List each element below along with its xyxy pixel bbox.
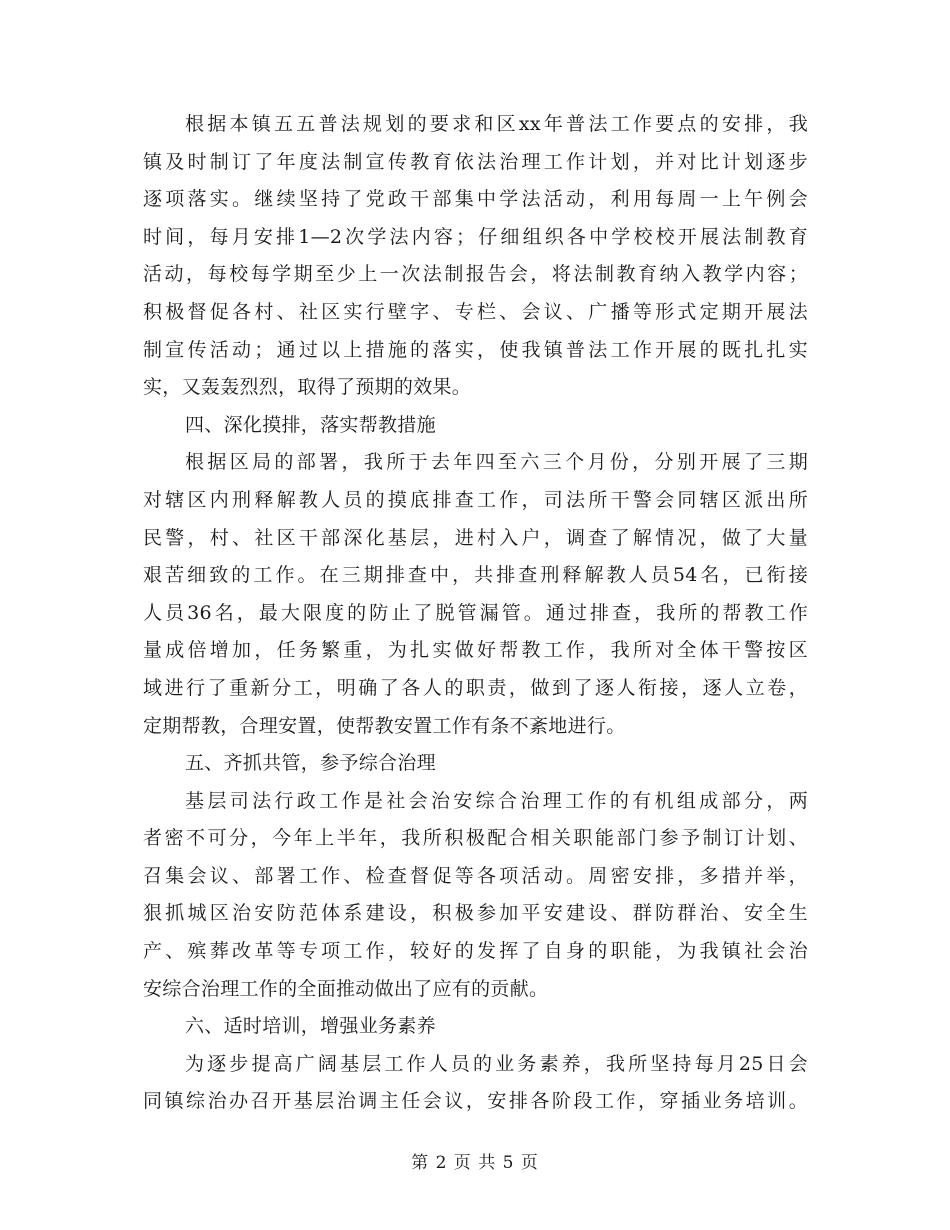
paragraph-line: 狠抓城区治安防范体系建设，积极参加平安建设、群防群治、安全生: [143, 902, 808, 925]
paragraph-line: 域进行了重新分工，明确了各人的职责，做到了逐人衔接，逐人立卷，: [143, 676, 808, 699]
paragraph-line: 活动，每校每学期至少上一次法制报告会，将法制教育纳入教学内容；: [143, 263, 808, 286]
paragraph-line: 根据区局的部署，我所于去年四至六三个月份，分别开展了三期: [185, 451, 808, 474]
paragraph-line: 制宣传活动；通过以上措施的落实，使我镇普法工作开展的既扎扎实: [143, 338, 808, 361]
paragraph-line: 为逐步提高广阔基层工作人员的业务素养，我所坚持每月25日会: [185, 1052, 808, 1075]
paragraph-line: 艰苦细致的工作。在三期排查中，共排查刑释解教人员54名，已衔接: [143, 564, 808, 587]
paragraph-line: 实，又轰轰烈烈，取得了预期的效果。: [143, 376, 472, 399]
paragraph-line: 人员36名，最大限度的防止了脱管漏管。通过排查，我所的帮教工作: [143, 601, 808, 624]
paragraph-line: 时间，每月安排1—2次学法内容；仔细组织各中学校校开展法制教育: [143, 225, 808, 248]
paragraph-line: 定期帮教，合理安置，使帮教安置工作有条不紊地进行。: [143, 714, 626, 737]
paragraph-line: 召集会议、部署工作、检查督促等各项活动。周密安排，多措并举，: [143, 864, 808, 887]
paragraph-line: 量成倍增加，任务繁重，为扎实做好帮教工作，我所对全体干警按区: [143, 639, 808, 662]
paragraph-line: 基层司法行政工作是社会治安综合治理工作的有机组成部分，两: [185, 789, 808, 812]
paragraph-line: 民警，村、社区干部深化基层，进村入户，调查了解情况，做了大量: [143, 526, 808, 549]
page-footer: 第 2 页 共 5 页: [411, 1153, 539, 1173]
paragraph-line: 同镇综治办召开基层治调主任会议，安排各阶段工作，穿插业务培训。: [143, 1090, 808, 1113]
paragraph-line: 安综合治理工作的全面推动做出了应有的贡献。: [143, 977, 549, 1000]
document-body: [143, 106, 808, 1121]
paragraph-line: 产、殡葬改革等专项工作，较好的发挥了自身的职能，为我镇社会治: [143, 940, 808, 963]
paragraph-line: 镇及时制订了年度法制宣传教育依法治理工作计划，并对比计划逐步: [143, 150, 808, 173]
paragraph-line: 根据本镇五五普法规划的要求和区xx年普法工作要点的安排，我: [185, 113, 808, 135]
paragraph-line: 者密不可分，今年上半年，我所积极配合相关职能部门参予制订计划、: [143, 827, 808, 850]
section-heading: 五、齐抓共管，参予综合治理: [185, 752, 436, 775]
paragraph-line: 对辖区内刑释解教人员的摸底排查工作，司法所干警会同辖区派出所: [143, 488, 808, 511]
paragraph-line: 积极督促各村、社区实行壁字、专栏、会议、广播等形式定期开展法: [143, 300, 808, 323]
section-heading: 六、适时培训，增强业务素养: [185, 1015, 436, 1038]
section-heading: 四、深化摸排，落实帮教措施: [185, 413, 436, 436]
paragraph-line: 逐项落实。继续坚持了党政干部集中学法活动，利用每周一上午例会: [143, 188, 808, 211]
